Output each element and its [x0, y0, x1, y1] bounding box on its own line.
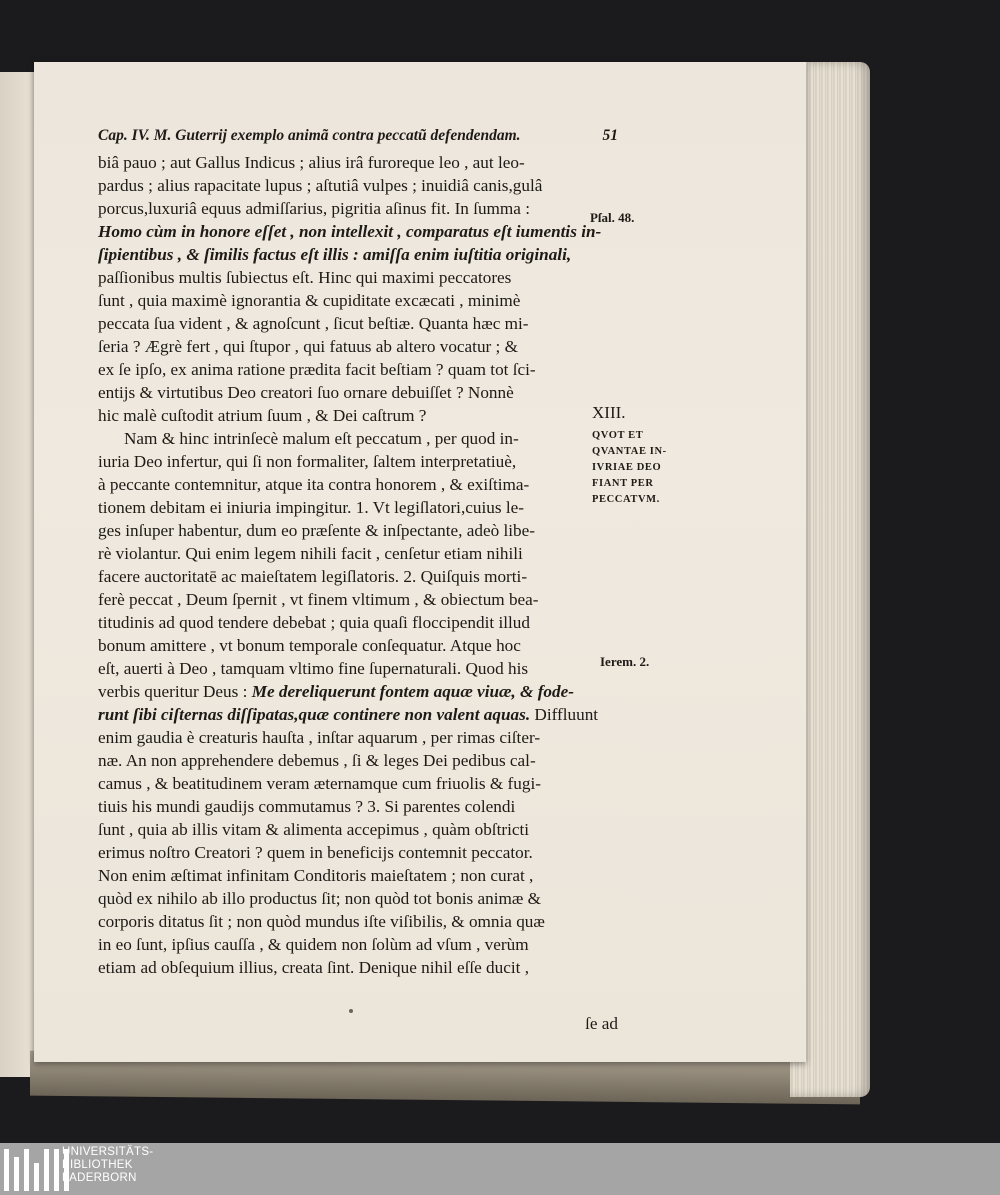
- library-footer: [0, 1143, 1000, 1195]
- margin-title-line: PECCATVM.: [592, 494, 660, 505]
- text-line: corporis ditatus ſit ; non quòd mundus iſte viſibilis, & omnia quæ: [98, 912, 545, 931]
- library-name-line: UNIVERSITÄTS-: [62, 1146, 154, 1158]
- margin-section-title: [592, 428, 667, 508]
- margin-title-line: QVANTAE IN-: [592, 446, 667, 457]
- library-name: [62, 1146, 153, 1185]
- text-segment: verbis queritur Deus :: [98, 682, 248, 701]
- text-line-quote: ſipientibus , & ſimilis factus eſt illis : amiſſa enim iuſtitia originali,: [98, 245, 572, 264]
- text-line: Non enim æſtimat infinitam Conditoris maieſtatem ; non curat ,: [98, 866, 534, 885]
- margin-section-number: XIII.: [592, 403, 626, 422]
- text-line: bonum amittere , vt bonum temporale conſequatur. Atque hoc: [98, 636, 521, 655]
- text-line-quote: Homo cùm in honore eſſet , non intellexit , comparatus eſt iumentis in-: [98, 222, 602, 241]
- page-number: 51: [602, 127, 618, 144]
- margin-note-ierem: Ierem. 2.: [600, 654, 650, 669]
- catchword: ſe ad: [585, 1014, 618, 1033]
- text-line-paragraph-start: Nam & hinc intrinſecè malum eſt peccatum , per quod in-: [124, 429, 519, 448]
- text-line: ges inſuper habentur, dum eo præſente & inſpectante, adeò libe-: [98, 521, 535, 540]
- text-line: in eo ſunt, ipſius cauſſa , & quidem non ſolùm ad vſum , verùm: [98, 935, 529, 954]
- text-line: ſunt , quia maximè ignorantia & cupiditate excæcati , minimè: [98, 291, 521, 310]
- text-line: peccata ſua vident , & agnoſcunt , ſicut beſtiæ. Quanta hæc mi-: [98, 314, 529, 333]
- text-line: eſt, auerti à Deo , tamquam vltimo fine ſupernaturali. Quod his: [98, 659, 529, 678]
- page-text: [98, 124, 618, 1033]
- text-segment-quote: runt ſibi ciſternas diſſipatas,quæ continere non valent aquas.: [98, 705, 531, 724]
- margin-title-line: IVRIAE DEO: [592, 462, 662, 473]
- text-line: paſſionibus multis ſubiectus eſt. Hinc qui maximi peccatores: [98, 268, 512, 287]
- text-line: biâ pauo ; aut Gallus Indicus ; alius irâ furoreque leo , aut leo-: [98, 153, 525, 172]
- text-line: ſeria ? Ægrè fert , qui ſtupor , qui fatuus ab altero vocatur ; &: [98, 337, 519, 356]
- library-name-line: PADERBORN: [62, 1172, 137, 1184]
- text-line: titudinis ad quod tendere debebat ; quia quaſi floccipendit illud: [98, 613, 530, 632]
- text-line: porcus,luxuriâ equus admiſſarius, pigritia aſinus fit. In ſumma :: [98, 199, 530, 218]
- text-line: ex ſe ipſo, ex anima ratione prædita facit beſtiam ? quam tot ſci-: [98, 360, 536, 379]
- text-line: erimus noſtro Creatori ? quem in beneficijs contemnit peccator.: [98, 843, 533, 862]
- text-line: næ. An non apprehendere debemus , ſi & leges Dei pedibus cal-: [98, 751, 536, 770]
- text-line: ſunt , quia ab illis vitam & alimenta accepimus , quàm obſtricti: [98, 820, 530, 839]
- running-header: [98, 124, 618, 147]
- paper-spot: [349, 1009, 353, 1013]
- text-line: etiam ad obſequium illius, creata ſint. Denique nihil eſſe ducit ,: [98, 958, 530, 977]
- text-line: facere auctoritatē ac maieſtatem legiſlatoris. 2. Quiſquis morti-: [98, 567, 528, 586]
- text-line: tionem debitam ei iniuria impingitur. 1. Vt legiſlatori,cuius le-: [98, 498, 524, 517]
- library-logo-icon: [4, 1149, 69, 1191]
- book-page: [34, 62, 806, 1062]
- text-segment-quote: Me dereliquerunt fontem aquæ viuæ, & fode-: [251, 682, 574, 701]
- text-line: iuria Deo infertur, qui ſi non formaliter, ſaltem interpretatiuè,: [98, 452, 517, 471]
- margin-note-psal: Pſal. 48.: [590, 210, 635, 225]
- text-segment: Diffluunt: [534, 705, 599, 724]
- text-line: camus , & beatitudinem veram æternamque cum friuolis & fugi-: [98, 774, 541, 793]
- margin-title-line: QVOT ET: [592, 430, 644, 441]
- margin-title-line: FIANT PER: [592, 478, 654, 489]
- text-line: rè violantur. Qui enim legem nihili facit , cenſetur etiam nihili: [98, 544, 523, 563]
- text-line: entijs & virtutibus Deo creatori ſuo ornare debuiſſet ? Nonnè: [98, 383, 514, 402]
- text-line: pardus ; alius rapacitate lupus ; aſtutiâ vulpes ; inuidiâ canis,gulâ: [98, 176, 543, 195]
- running-title: Cap. IV. M. Guterrij exemplo animã contra peccatũ defendendam.: [98, 127, 521, 144]
- text-line: hic malè cuſtodit atrium ſuum , & Dei caſtrum ?: [98, 406, 427, 425]
- text-line: à peccante contemnitur, atque ita contra honorem , & exiſtima-: [98, 475, 530, 494]
- library-name-line: BIBLIOTHEK: [62, 1159, 133, 1171]
- text-line: ferè peccat , Deum ſpernit , vt finem vltimum , & obiectum bea-: [98, 590, 539, 609]
- text-line: quòd ex nihilo ab illo productus ſit; non quòd tot bonis animæ &: [98, 889, 542, 908]
- text-line: tiuis his mundi gaudijs commutamus ? 3. Si parentes colendi: [98, 797, 516, 816]
- text-line: enim gaudia è creaturis hauſta , inſtar aquarum , per rimas ciſter-: [98, 728, 541, 747]
- text-line-mixed: [98, 703, 618, 726]
- text-line-mixed: [98, 680, 618, 703]
